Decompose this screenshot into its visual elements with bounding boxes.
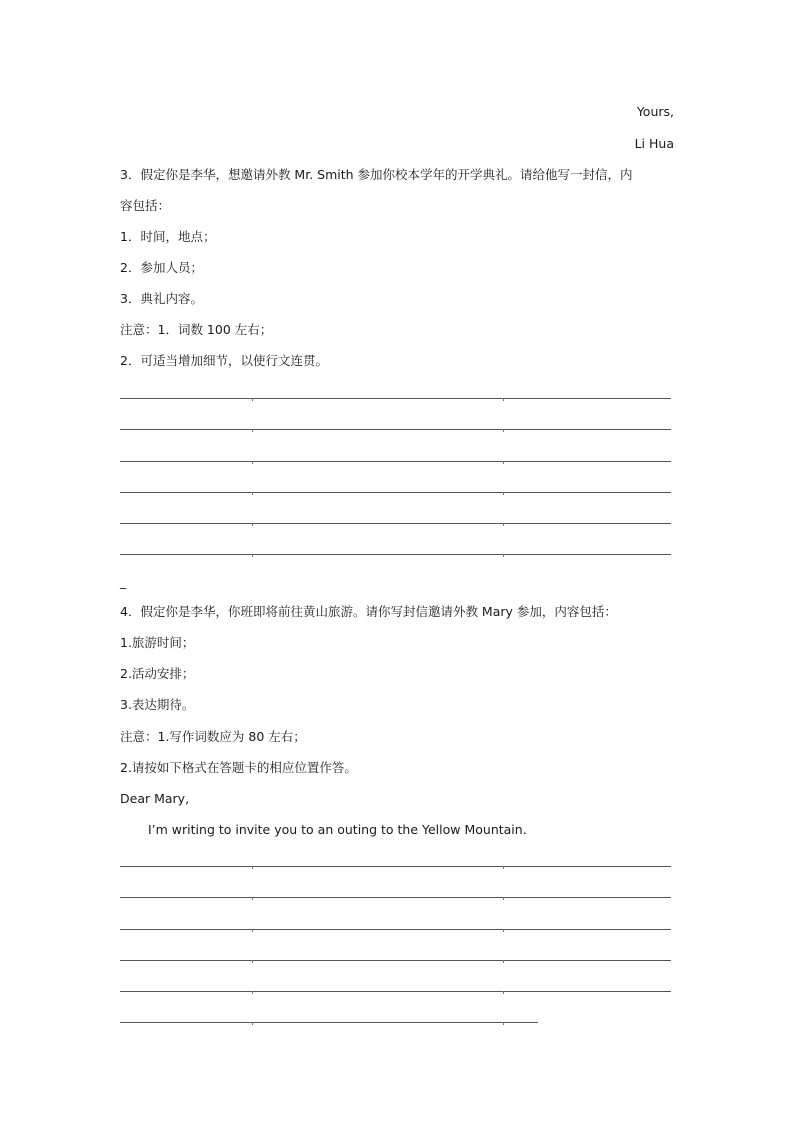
task4-item2: 2.活动安排； [120, 666, 195, 681]
letter-salutation: Dear Mary, [120, 791, 190, 806]
answer-line [120, 554, 671, 555]
task4-note1: 注意：1.写作词数应为 80 左右； [120, 729, 306, 744]
answer-line [120, 929, 671, 930]
task3-note1: 注意：1．词数 100 左右； [120, 322, 273, 337]
task4-note2: 2.请按如下格式在答题卡的相应位置作答。 [120, 760, 357, 775]
task3-item3: 3．典礼内容。 [120, 291, 203, 306]
answer-line [120, 960, 671, 961]
task4-prompt: 4．假定你是李华，你班即将前往黄山旅游。请你写封信邀请外教 Mary 参加，内容包括： [120, 604, 617, 619]
answer-line [120, 429, 671, 430]
answer-line [120, 523, 671, 524]
answer-line [120, 1022, 538, 1023]
answer-line [120, 461, 671, 462]
closing-name: Li Hua [634, 136, 674, 151]
letter-opening-sentence: I’m writing to invite you to an outing to the Yellow Mountain. [148, 822, 527, 837]
task3-note2: 2．可适当增加细节，以使行文连贯。 [120, 353, 328, 368]
task4-item1: 1.旅游时间； [120, 635, 195, 650]
task4-item3: 3.表达期待。 [120, 697, 195, 712]
task3-item1: 1．时间，地点； [120, 229, 216, 244]
answer-line [120, 398, 671, 399]
task3-trailing-mark: _ [120, 574, 127, 589]
closing-yours: Yours, [636, 104, 674, 119]
task3-prompt-line1: 3．假定你是李华，想邀请外教 Mr. Smith 参加你校本学年的开学典礼。请给他写一封信，内 [120, 167, 633, 182]
task3-prompt-line2: 容包括： [120, 198, 171, 213]
answer-line [120, 492, 671, 493]
answer-line [120, 991, 671, 992]
answer-line [120, 866, 671, 867]
task3-item2: 2．参加人员； [120, 260, 203, 275]
answer-line [120, 897, 671, 898]
